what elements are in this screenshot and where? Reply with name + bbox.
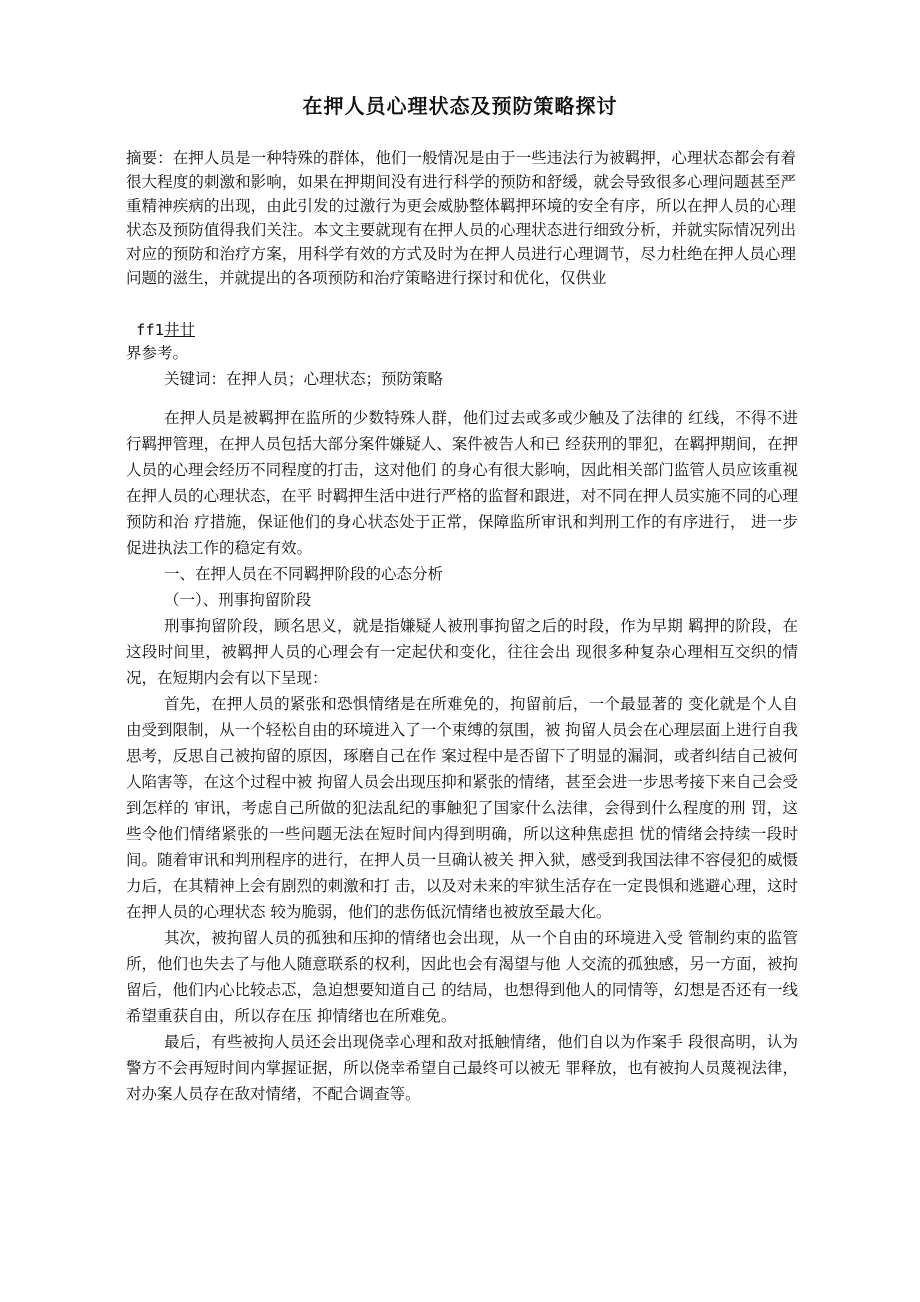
body-paragraph: 首先，在押人员的紧张和恐惧情绪是在所难免的，拘留前后，一个最显著的 变化就是个人自由受到限制，从一个轻松自由的环境进入了一个束缚的氛围，被 拘留人员会在心理层面上进行自我思考，反思自己被拘留的原因，琢磨自己在作 案过程中是否留下了明显的漏洞，或者纠结自己被何人陷害等，在这个过程中被 拘留人员会出现压抑和紧张的情绪，甚至会进一步思考接下来自己会受到怎样的 审讯，考虑自己所做的犯法乱纪的事触犯了国家什么法律，会得到什么程度的刑 罚，这些令他们情绪紧张的一些问题无法在短时间内得到明确，所以这种焦虑担 忧的情绪会持续一段时间。随着审讯和判刑程序的进行，在押人员一旦确认被关 押入狱，感受到我国法律不容侵犯的威慑力后，在其精神上会有剧烈的刺激和打 击，以及对未来的牢狱生活存在一定畏惧和逃避心理，这时在押人员的心理状态 较为脆弱，他们的悲伤低沉情绪也被放至最大化。 — [126, 695, 798, 921]
body-paragraph: 最后，有些被拘人员还会出现侥幸心理和敌对抵触情绪，他们自以为作案手 段很高明，认为警方不会再短时间内掌握证据，所以侥幸希望自己最终可以被无 罪释放，也有被拘人员蔑视法律，对办案人员存在敌对情绪，不配合调查等。 — [126, 1033, 798, 1103]
section-heading: 一、在押人员在不同羁押阶段的心态分析 — [164, 565, 444, 583]
body-text — [126, 405, 798, 1107]
abstract-tail: 界参考。 — [126, 344, 189, 362]
fragment-code: ff1 — [136, 321, 164, 339]
keywords-line: 关键词：在押人员；心理状态；预防策略 — [164, 370, 444, 388]
body-paragraph: 刑事拘留阶段，顾名思义，就是指嫌疑人被刑事拘留之后的时段，作为早期 羁押的阶段，在这段时间里，被羁押人员的心理会有一定起伏和变化，往往会出 现很多种复杂心理相互交织的情况，在短期内会有以下呈现： — [126, 617, 798, 687]
page-title: 在押人员心理状态及预防策略探讨 — [302, 94, 618, 118]
body-paragraph: 在押人员是被羁押在监所的少数特殊人群，他们过去或多或少触及了法律的 红线，不得不进行羁押管理，在押人员包括大部分案件嫌疑人、案件被告人和已 经获刑的罪犯，在羁押期间，在押人员的心理会经历不同程度的打击，这对他们 的身心有很大影响，因此相关部门监管人员应该重视在押人员的心理状态，在平 时羁押生活中进行严格的监督和跟进，对不同在押人员实施不同的心理预防和治 疗措施，保证他们的身心状态处于正常，保障监所审讯和判刑工作的有序进行， 进一步促进执法工作的稳定有效。 — [126, 409, 798, 557]
fragment-mark: 井廿 — [164, 321, 196, 339]
abstract-fragment — [136, 318, 195, 340]
subsection-heading: （一）、刑事拘留阶段 — [164, 591, 312, 609]
abstract-paragraph: 摘要：在押人员是一种特殊的群体，他们一般情况是由于一些违法行为被羁押，心理状态都会有着很大程度的刺激和影响，如果在押期间没有进行科学的预防和舒缓，就会导致很多心理问题甚至严重精神疾病的出现，由此引发的过激行为更会威胁整体羁押环境的安全有序，所以在押人员的心理状态及预防值得我们关注。本文主要就现有在押人员的心理状态进行细致分析，并就实际情况列出对应的预防和治疗方案，用科学有效的方式及时为在押人员进行心理调节，尽力杜绝在押人员心理问题的滋生，并就提出的各项预防和治疗策略进行探讨和优化，仅供业 — [126, 149, 796, 287]
body-paragraph: 其次，被拘留人员的孤独和压抑的情绪也会出现，从一个自由的环境进入受 管制约束的监管所，他们也失去了与他人随意联系的权利，因此也会有渴望与他 人交流的孤独感，另一方面，被拘留后，他们内心比较忐忑，急迫想要知道自己 的结局，也想得到他人的同情等，幻想是否还有一线希望重获自由，所以存在压 抑情绪也在所难免。 — [126, 929, 798, 1025]
